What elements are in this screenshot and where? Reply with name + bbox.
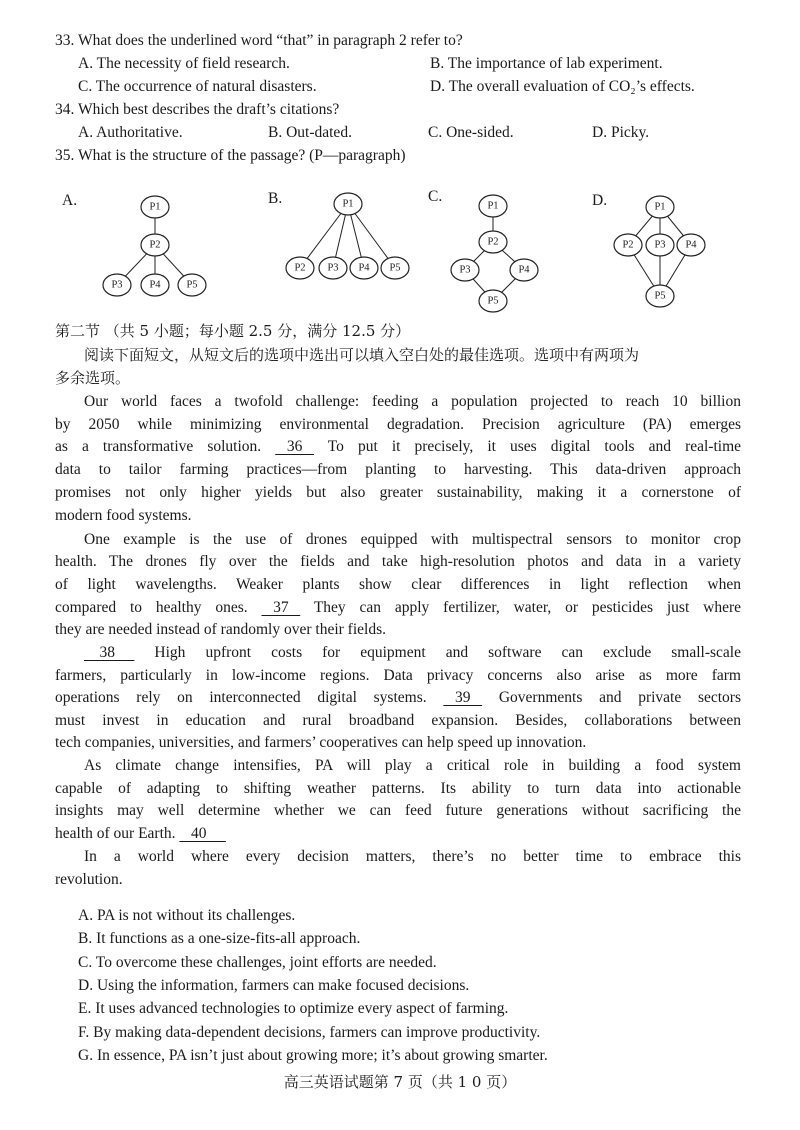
passage-text: Our world faces a twofold challenge: feeding a population projected to reach 10 billion bbox=[84, 393, 741, 410]
q34-option-b: B. Out-dated. bbox=[268, 124, 352, 141]
structure-diagrams bbox=[0, 0, 800, 330]
passage-line bbox=[55, 598, 741, 618]
diagram-node-label: P3 bbox=[654, 239, 666, 251]
passage-line bbox=[55, 733, 741, 753]
diagram-node-label: P1 bbox=[149, 201, 161, 213]
q33-option-d: D. The overall evaluation of CO₂’s effects. bbox=[430, 78, 695, 95]
q33-option-a: A. The necessity of field research. bbox=[78, 55, 290, 72]
choice-option: A. PA is not without its challenges. bbox=[78, 907, 296, 924]
passage-text: High upfront costs for equipment and software can exclude small-scale bbox=[154, 644, 741, 661]
q34-option-c: C. One-sided. bbox=[428, 124, 514, 141]
passage-text: They can apply fertilizer, water, or pesticides just where bbox=[313, 599, 741, 616]
passage-text: farmers, particularly in low-income regions. Data privacy concerns also arise as more farm bbox=[55, 667, 741, 684]
passage-text: tech companies, universities, and farmers’ cooperatives can help speed up innovation. bbox=[55, 734, 587, 751]
passage-text: must invest in education and rural broadband expansion. Besides, collaborations between bbox=[55, 712, 741, 729]
diagram-node-label: P2 bbox=[622, 239, 634, 251]
passage-line bbox=[55, 801, 741, 821]
passage-text: health of our Earth. bbox=[55, 825, 176, 842]
q35-option-b-label: B. bbox=[268, 190, 283, 207]
q34-option-d: D. Picky. bbox=[592, 124, 650, 141]
diagram-node-label: P4 bbox=[518, 264, 530, 276]
passage-line bbox=[55, 666, 741, 686]
q33-option-b: B. The importance of lab experiment. bbox=[430, 55, 663, 72]
diagram-b bbox=[286, 193, 409, 279]
q34-option-a: A. Authoritative. bbox=[78, 124, 183, 141]
passage-text: modern food systems. bbox=[55, 507, 192, 524]
passage-text: revolution. bbox=[55, 871, 123, 888]
passage-line bbox=[55, 483, 741, 503]
diagram-node-label: P2 bbox=[149, 239, 161, 251]
passage-text: capable of adapting to shifting weather patterns. Its ability to turn data into actionable bbox=[55, 780, 741, 797]
diagram-node-label: P5 bbox=[487, 295, 499, 307]
passage-text: they are needed instead of randomly over their fields. bbox=[55, 621, 386, 638]
choice-option: C. To overcome these challenges, joint efforts are needed. bbox=[78, 953, 437, 971]
passage-text: Governments and private sectors bbox=[498, 689, 742, 706]
answer-blank[interactable]: 36 bbox=[275, 438, 314, 455]
diagram-node-label: P5 bbox=[389, 262, 401, 274]
passage-line bbox=[55, 415, 741, 435]
diagram-node-label: P5 bbox=[654, 290, 666, 302]
q35-option-d-label: D. bbox=[592, 192, 608, 209]
choice-option: E. It uses advanced technologies to optimize every aspect of farming. bbox=[78, 1000, 509, 1018]
passage-line bbox=[84, 643, 741, 663]
passage-line bbox=[55, 779, 741, 799]
diagram-node-label: P3 bbox=[327, 262, 339, 274]
passage-line bbox=[55, 688, 741, 708]
section-instruction: 阅读下面短文，从短文后的选项中选出可以填入空白处的最佳选项。选项中有两项为 bbox=[84, 346, 640, 364]
choice-option: G. In essence, PA isn’t just about growing more; it’s about growing smarter. bbox=[78, 1046, 548, 1064]
choice-option: B. It functions as a one-size-fits-all approach. bbox=[78, 930, 361, 948]
passage-line bbox=[55, 620, 741, 640]
diagram-node-label: P4 bbox=[149, 279, 161, 291]
question-33-stem: 33. What does the underlined word “that” in paragraph 2 refer to? bbox=[55, 32, 463, 49]
passage-text: as a transformative solution. bbox=[55, 438, 262, 455]
q35-option-c-label: C. bbox=[428, 188, 443, 205]
question-35-stem: 35. What is the structure of the passage? (P—paragraph) bbox=[55, 147, 406, 164]
section-instruction-cont: 多余选项。 bbox=[55, 369, 131, 387]
answer-blank[interactable]: 38 bbox=[84, 644, 135, 661]
diagram-node-label: P2 bbox=[294, 262, 306, 274]
diagram-node-label: P1 bbox=[654, 201, 666, 213]
passage-line bbox=[55, 437, 741, 457]
passage-text: by 2050 while minimizing environmental degradation. Precision agriculture (PA) emerges bbox=[55, 416, 741, 433]
passage-text: insights may well determine whether we can feed future generations without sacrificing the bbox=[55, 802, 741, 819]
answer-blank[interactable]: 39 bbox=[443, 689, 483, 706]
passage-line bbox=[84, 847, 741, 867]
answer-blank[interactable]: 37 bbox=[261, 599, 301, 616]
passage-line bbox=[55, 824, 741, 844]
passage-text: health. The drones fly over the fields and take high-resolution photos and data in a variety bbox=[55, 553, 741, 570]
question-34-stem: 34. Which best describes the draft’s citations? bbox=[55, 101, 340, 118]
diagram-d bbox=[614, 196, 705, 307]
passage-line bbox=[55, 460, 741, 480]
passage-text: of light wavelengths. Weaker plants show clear differences in light reflection when bbox=[55, 576, 741, 593]
diagram-node-label: P1 bbox=[342, 198, 354, 210]
passage-line bbox=[84, 530, 741, 550]
choice-option: F. By making data-dependent decisions, farmers can improve productivity. bbox=[78, 1023, 541, 1041]
passage-line bbox=[84, 392, 741, 412]
passage-line bbox=[55, 506, 741, 526]
passage-text: promises not only higher yields but also greater sustainability, making it a cornerstone of bbox=[55, 484, 741, 501]
passage-line bbox=[55, 552, 741, 572]
diagram-a bbox=[103, 196, 206, 296]
diagram-node-label: P4 bbox=[358, 262, 370, 274]
diagram-node-label: P5 bbox=[186, 279, 198, 291]
q33-option-c: C. The occurrence of natural disasters. bbox=[78, 78, 317, 95]
passage-text: data to tailor farming practices—from planting to harvesting. This data-driven approach bbox=[55, 461, 741, 478]
diagram-node-label: P3 bbox=[459, 264, 471, 276]
passage-text: As climate change intensifies, PA will play a critical role in building a food system bbox=[84, 757, 741, 774]
answer-blank[interactable]: 40 bbox=[179, 825, 226, 842]
passage-line bbox=[84, 756, 741, 776]
diagram-c bbox=[451, 195, 538, 312]
section-title: 第二节 （共 5 小题；每小题 2.5 分，满分 12.5 分） bbox=[55, 322, 411, 340]
passage-line bbox=[55, 870, 741, 890]
passage-text: compared to healthy ones. bbox=[55, 599, 248, 616]
page-footer: 高三英语试题第 7 页（共 1 0 页） bbox=[283, 1073, 517, 1091]
diagram-node-label: P3 bbox=[111, 279, 123, 291]
diagram-node-label: P2 bbox=[487, 236, 499, 248]
diagram-node-label: P4 bbox=[685, 239, 697, 251]
choice-option: D. Using the information, farmers can make focused decisions. bbox=[78, 976, 470, 994]
passage-text: To put it precisely, it uses digital tools and real-time bbox=[327, 438, 742, 455]
passage-line bbox=[55, 711, 741, 731]
passage-text: One example is the use of drones equipped with multispectral sensors to monitor crop bbox=[84, 531, 741, 548]
passage-text: In a world where every decision matters, there’s no better time to embrace this bbox=[84, 848, 741, 865]
q35-option-a-label: A. bbox=[62, 192, 78, 209]
passage-line bbox=[55, 575, 741, 595]
passage-text: operations rely on interconnected digital systems. bbox=[55, 689, 427, 706]
diagram-node-label: P1 bbox=[487, 200, 499, 212]
